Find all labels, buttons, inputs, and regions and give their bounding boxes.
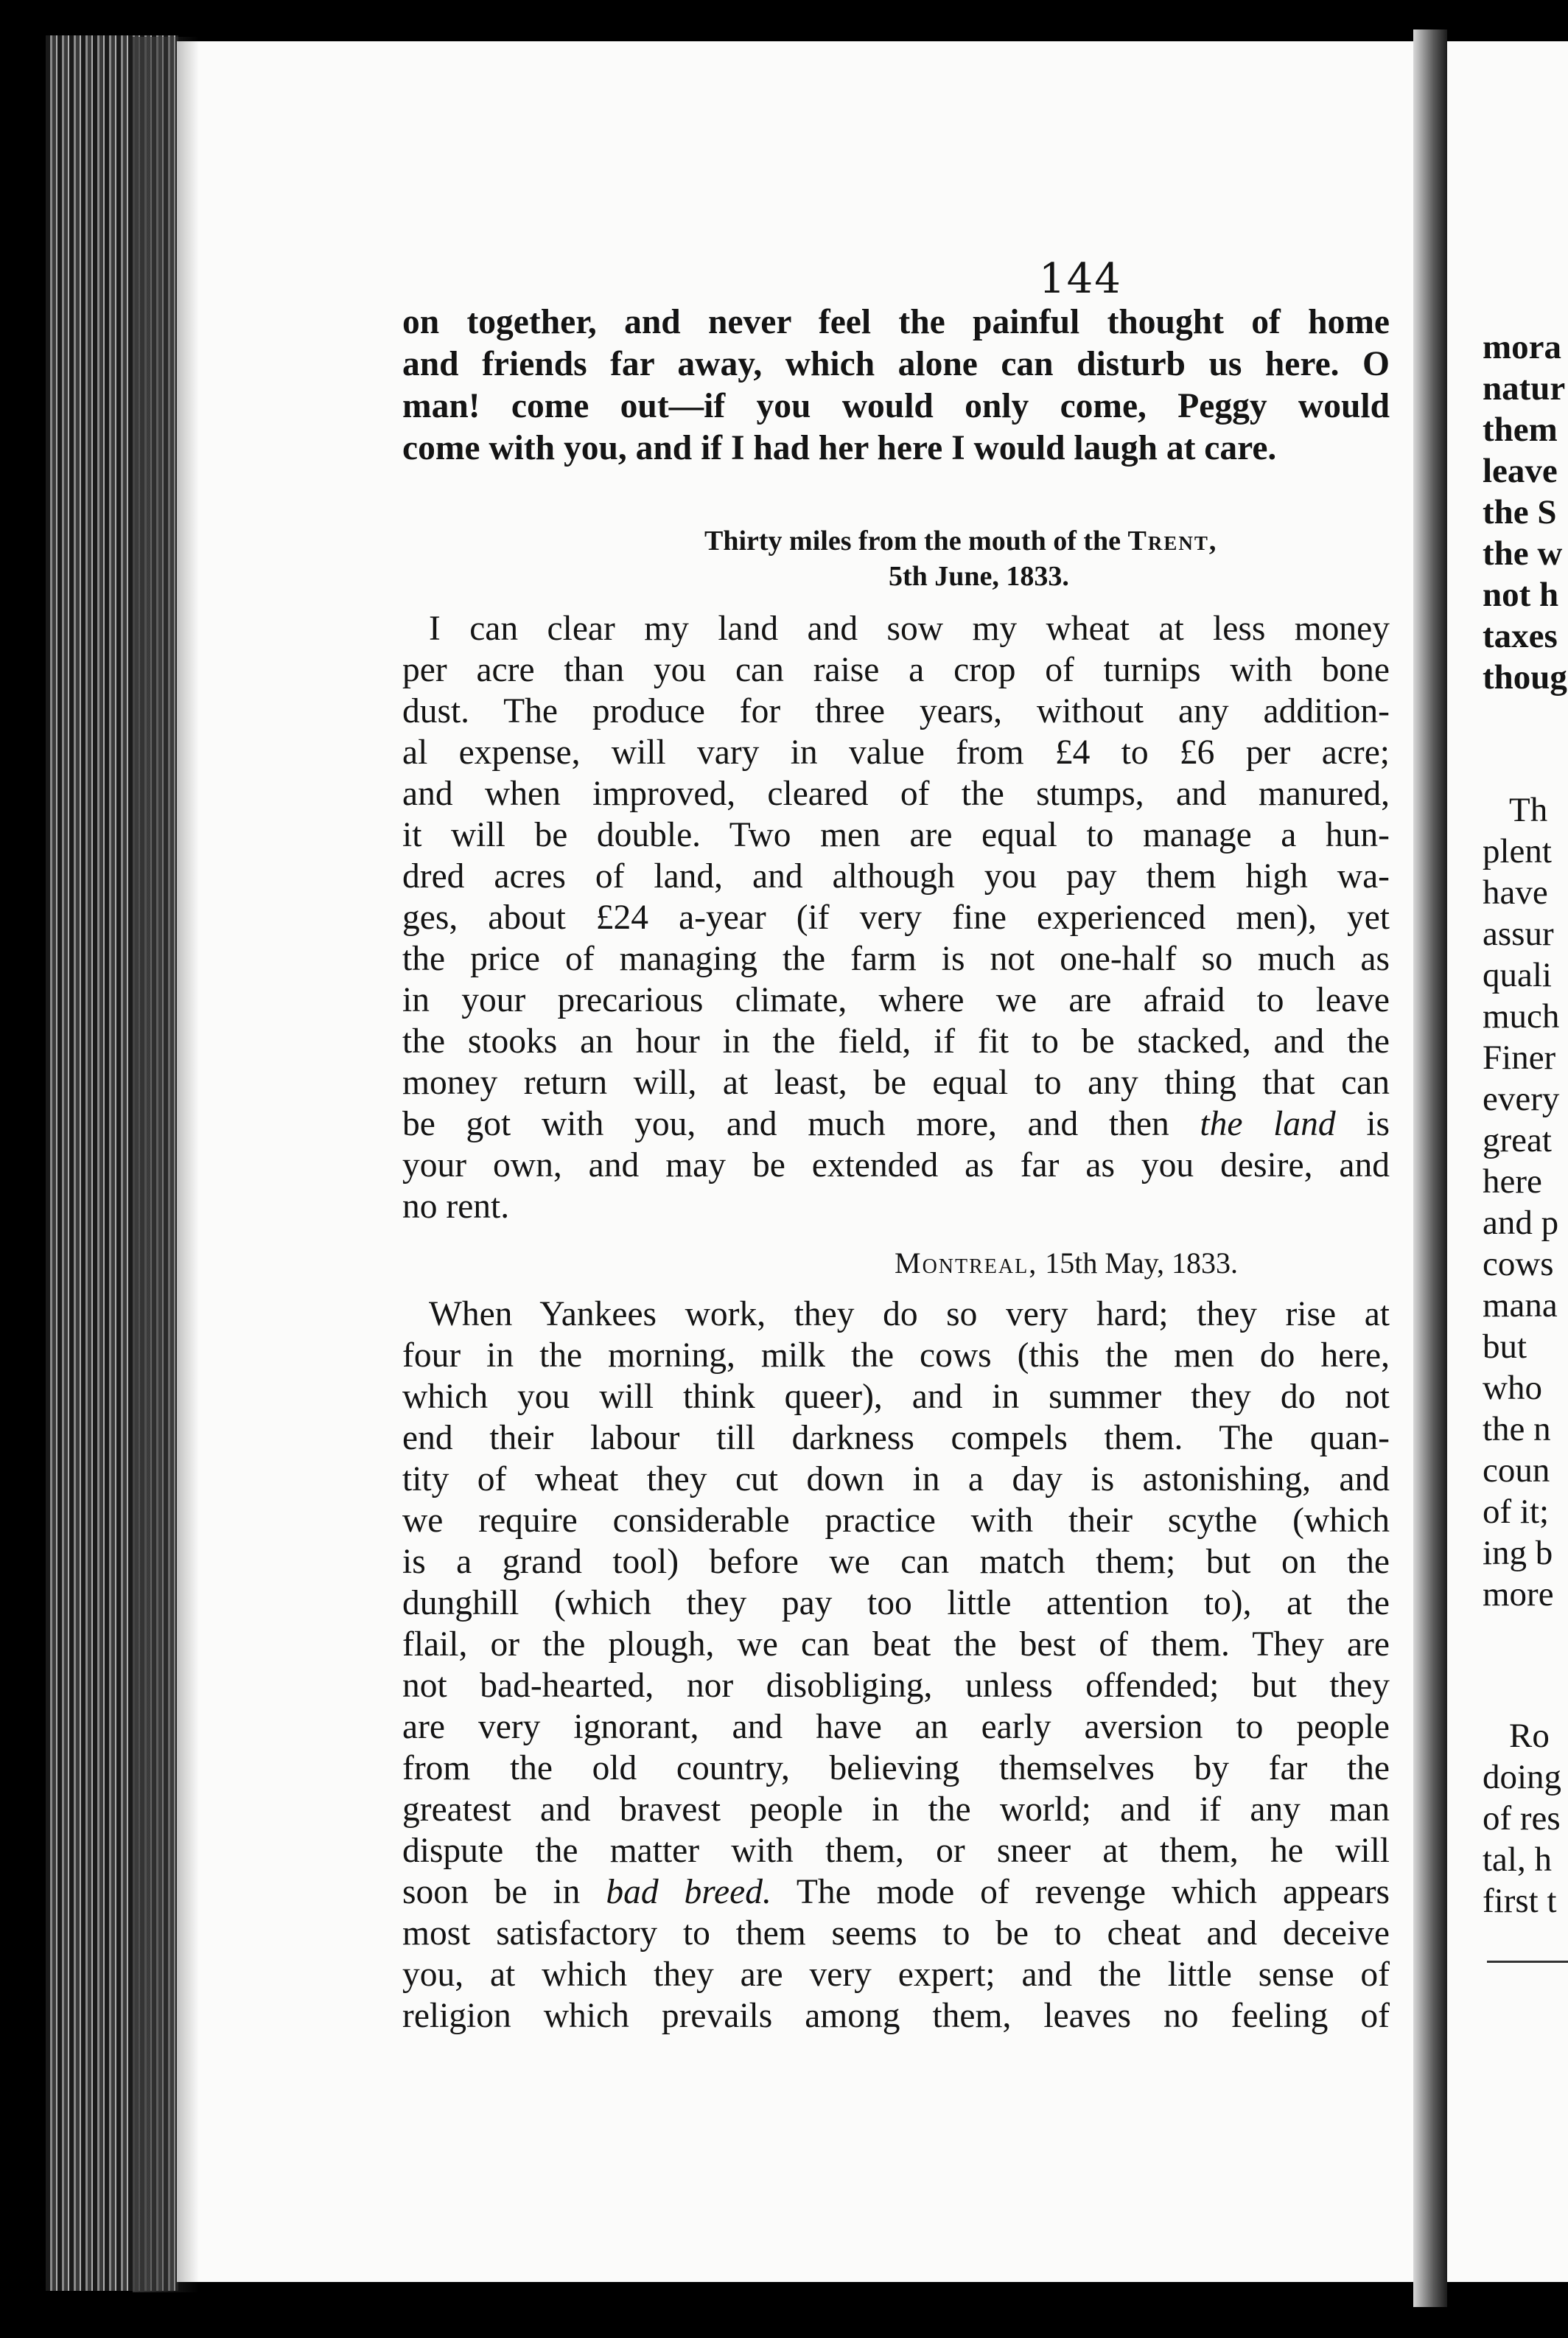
text-line: not bad-hearted, nor disobliging, unless offended; but they bbox=[402, 1667, 1390, 1705]
text-line: coun bbox=[1483, 1451, 1550, 1490]
text-line: no rent. bbox=[402, 1187, 510, 1226]
text-line: are very ignorant, and have an early aversion to people bbox=[402, 1708, 1390, 1746]
text-line: come with you, and if I had her here I would laugh at care. bbox=[402, 429, 1277, 467]
text-line: ges, about £24 a-year (if very fine experienced men), yet bbox=[402, 898, 1390, 937]
text-segment: be got with you, and much more, and then bbox=[402, 1105, 1169, 1143]
page-edge-shadow bbox=[133, 37, 199, 2292]
text-line: Ro bbox=[1509, 1717, 1550, 1755]
footnote-rule bbox=[1487, 1961, 1568, 1963]
text-line: the price of managing the farm is not one-half so much as bbox=[402, 940, 1390, 978]
text-line: taxes bbox=[1483, 617, 1558, 655]
italic-segment: the land bbox=[1200, 1105, 1336, 1143]
text-segment: is bbox=[1366, 1105, 1390, 1143]
text-line: mora bbox=[1483, 328, 1562, 366]
text-line: thoug bbox=[1483, 658, 1567, 697]
text-line: the S bbox=[1483, 493, 1557, 531]
text-line: Finer bbox=[1483, 1039, 1556, 1077]
text-line: who bbox=[1483, 1369, 1542, 1407]
text-line: them bbox=[1483, 411, 1558, 449]
text-line: cows bbox=[1483, 1245, 1554, 1283]
text-line: and p bbox=[1483, 1204, 1559, 1242]
text-line: dust. The produce for three years, without any addition- bbox=[402, 692, 1390, 730]
text-line: great bbox=[1483, 1121, 1552, 1159]
text-line: every bbox=[1483, 1080, 1560, 1118]
text-line: tal, h bbox=[1483, 1840, 1552, 1879]
text-line: but bbox=[1483, 1327, 1527, 1366]
text-line: greatest and bravest people in the world; and if any man bbox=[402, 1790, 1390, 1829]
text-line: mana bbox=[1483, 1286, 1558, 1325]
text-line: dred acres of land, and although you pay them high wa- bbox=[402, 857, 1390, 896]
text-line: end their labour till darkness compels them. The quan- bbox=[402, 1419, 1390, 1457]
heading-prefix: Thirty miles from the mouth of the bbox=[704, 526, 1121, 556]
text-line: quali bbox=[1483, 956, 1552, 994]
left-page bbox=[177, 41, 1429, 2282]
page-number: 144 bbox=[1039, 255, 1122, 303]
text-line: you, at which they are very expert; and the little sense of bbox=[402, 1955, 1390, 1994]
text-line: When Yankees work, they do so very hard; they rise at bbox=[429, 1295, 1390, 1333]
text-line: here bbox=[1483, 1162, 1542, 1201]
text-line: from the old country, believing themselves by far the bbox=[402, 1749, 1390, 1787]
text-line: the n bbox=[1483, 1410, 1551, 1448]
text-line: we require considerable practice with their scythe (which bbox=[402, 1501, 1390, 1540]
text-line: not h bbox=[1483, 576, 1559, 614]
text-line: al expense, will vary in value from £4 to £6 per acre; bbox=[402, 733, 1390, 772]
text-line: natur bbox=[1483, 369, 1566, 408]
text-line: doing bbox=[1483, 1758, 1562, 1796]
book-gutter bbox=[1413, 29, 1447, 2307]
text-line: on together, and never feel the painful thought of home bbox=[402, 303, 1390, 341]
text-segment: The mode of revenge which appears bbox=[796, 1873, 1390, 1911]
text-line: dispute the matter with them, or sneer at them, he will bbox=[402, 1832, 1390, 1870]
text-line: ing b bbox=[1483, 1534, 1553, 1572]
text-line: and when improved, cleared of the stumps, and manured, bbox=[402, 775, 1390, 813]
text-line: leave bbox=[1483, 452, 1558, 490]
text-line: is a grand tool) before we can match them; but on the bbox=[402, 1543, 1390, 1581]
heading-place: Montreal, bbox=[895, 1246, 1038, 1280]
text-line: per acre than you can raise a crop of turnips with bone bbox=[402, 651, 1390, 689]
heading-date: 15th May, 1833. bbox=[1045, 1246, 1239, 1280]
text-line: of res bbox=[1483, 1799, 1561, 1838]
heading-place: Trent, bbox=[1127, 526, 1218, 556]
text-line: flail, or the plough, we can beat the best of them. They are bbox=[402, 1625, 1390, 1664]
text-line: money return will, at least, be equal to any thing that can bbox=[402, 1064, 1390, 1102]
text-line: tity of wheat they cut down in a day is astonishing, and bbox=[402, 1460, 1390, 1498]
letter-heading-montreal bbox=[895, 1246, 1238, 1280]
text-line-italic-mix bbox=[402, 1872, 1390, 1912]
text-line: much bbox=[1483, 997, 1560, 1036]
text-line: in your precarious climate, where we are afraid to leave bbox=[402, 981, 1390, 1019]
text-line: dunghill (which they pay too little attention to), at the bbox=[402, 1584, 1390, 1622]
text-line: your own, and may be extended as far as you desire, and bbox=[402, 1146, 1390, 1184]
text-line: most satisfactory to them seems to be to cheat and deceive bbox=[402, 1914, 1390, 1953]
text-line: four in the morning, milk the cows (this the men do here, bbox=[402, 1336, 1390, 1375]
text-line: it will be double. Two men are equal to manage a hun- bbox=[402, 816, 1390, 854]
text-line: and friends far away, which alone can disturb us here. O bbox=[402, 345, 1390, 383]
text-line: the stooks an hour in the field, if fit to be stacked, and the bbox=[402, 1022, 1390, 1061]
text-line: assur bbox=[1483, 915, 1554, 953]
text-line: of it; bbox=[1483, 1493, 1550, 1531]
text-line: have bbox=[1483, 873, 1548, 912]
text-line: religion which prevails among them, leaves no feeling of bbox=[402, 1997, 1390, 2035]
text-line: Th bbox=[1509, 791, 1548, 829]
text-line: I can clear my land and sow my wheat at less money bbox=[429, 610, 1390, 648]
letter-heading-trent bbox=[704, 525, 1217, 557]
text-line: plent bbox=[1483, 832, 1552, 870]
text-line-italic-mix bbox=[402, 1104, 1390, 1144]
text-line: man! come out—if you would only come, Peggy would bbox=[402, 387, 1390, 425]
text-line: more bbox=[1483, 1575, 1554, 1613]
text-segment: soon be in bbox=[402, 1873, 581, 1911]
text-line: which you will think queer), and in summer they do not bbox=[402, 1378, 1390, 1416]
text-line: first t bbox=[1483, 1882, 1557, 1920]
italic-segment: bad breed. bbox=[606, 1873, 771, 1911]
letter-date-trent: 5th June, 1833. bbox=[889, 561, 1069, 592]
text-line: the w bbox=[1483, 534, 1563, 573]
right-page-fragment bbox=[1447, 41, 1568, 2282]
